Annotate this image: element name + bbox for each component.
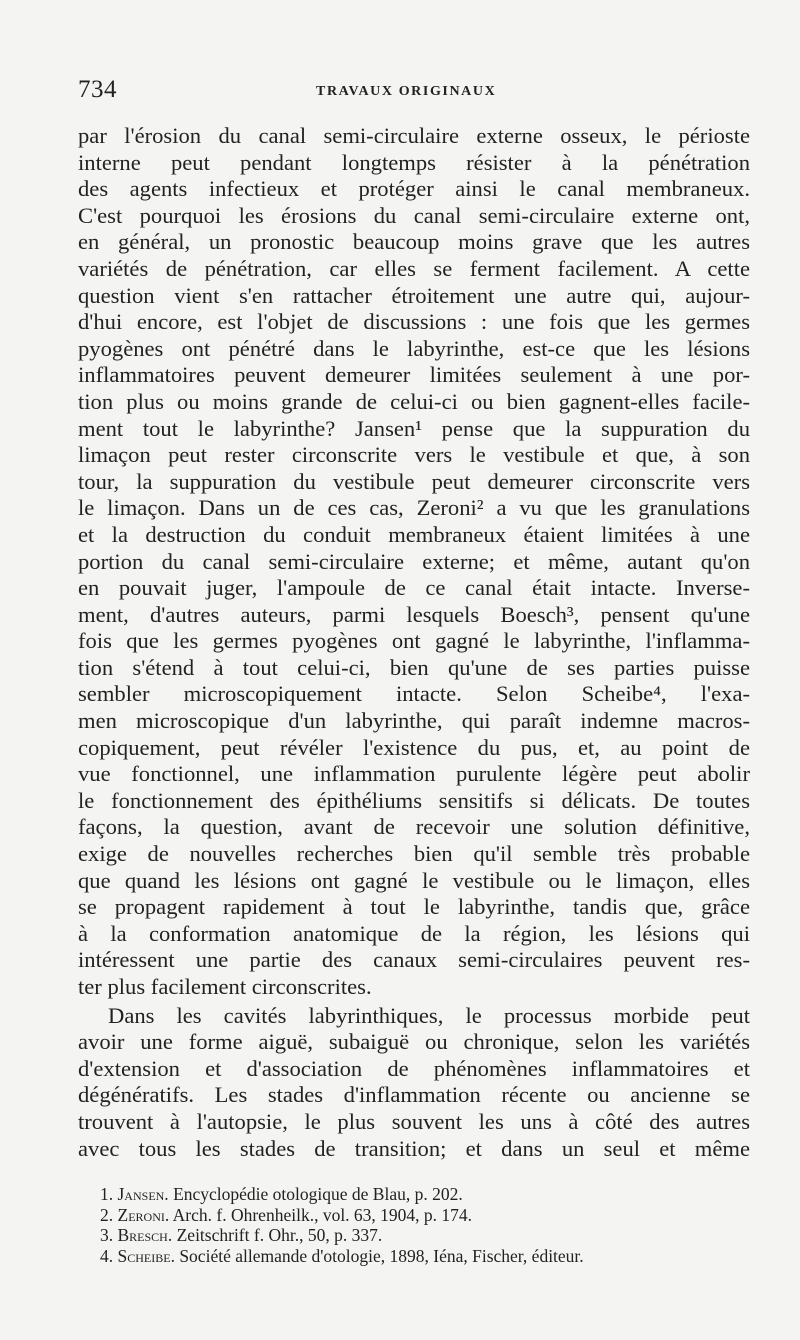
- footnote-text: Encyclopédie otologique de Blau, p. 202.: [173, 1184, 463, 1204]
- text-line: ment, d'autres auteurs, parmi lesquels Boesch³, pensent qu'une: [78, 601, 750, 627]
- footnote: [100, 1205, 780, 1226]
- footnote-author: Bresch.: [117, 1225, 173, 1245]
- text-line: limaçon peut rester circonscrite vers le vestibule et que, à son: [78, 442, 750, 468]
- text-line: d'hui encore, est l'objet de discussions : une fois que les germes: [78, 309, 750, 335]
- text-line: variétés de pénétration, car elles se ferment facilement. A cette: [78, 255, 750, 281]
- page-number: 734: [78, 76, 117, 103]
- text-line: dégénératifs. Les stades d'inflammation récente ou ancienne se: [78, 1082, 750, 1108]
- text-line: que quand les lésions ont gagné le vestibule ou le limaçon, elles: [78, 867, 750, 893]
- footnote-text: Société allemande d'otologie, 1898, Iéna, Fischer, éditeur.: [179, 1245, 584, 1266]
- footnote-number: 2.: [100, 1204, 114, 1225]
- text-line: ment tout le labyrinthe? Jansen¹ pense que la suppuration du: [78, 415, 750, 441]
- page-header: [78, 76, 768, 106]
- text-line: question vient s'en rattacher étroitement une autre qui, aujour-: [78, 282, 750, 308]
- text-line: tion plus ou moins grande de celui-ci ou bien gagnent-elles facile-: [78, 388, 750, 414]
- text-line: sembler microscopiquement intacte. Selon Scheibe⁴, l'exa-: [78, 681, 750, 707]
- text-line: se propagent rapidement à tout le labyrinthe, tandis que, grâce: [78, 894, 750, 920]
- footnote-author: Scheibe.: [117, 1245, 175, 1266]
- footnotes: [100, 1184, 780, 1266]
- text-line: Dans les cavités labyrinthiques, le processus morbide peut: [108, 1002, 750, 1028]
- text-line: avec tous les stades de transition; et dans un seul et même: [78, 1135, 750, 1161]
- footnote-author: Zeroni.: [117, 1204, 170, 1225]
- footnote: [100, 1184, 780, 1205]
- paragraph-1: [78, 123, 750, 1001]
- text-line: men microscopique d'un labyrinthe, qui paraît indemne macros-: [78, 708, 750, 734]
- text-line: façons, la question, avant de recevoir une solution définitive,: [78, 814, 750, 840]
- text-line: intéressent une partie des canaux semi-circulaires peuvent res-: [78, 947, 750, 973]
- text-line: par l'érosion du canal semi-circulaire externe osseux, le périoste: [78, 123, 750, 148]
- footnote-text: Arch. f. Ohrenheilk., vol. 63, 1904, p. 174.: [172, 1204, 473, 1225]
- text-line: vue fonctionnel, une inflammation purulente légère peut abolir: [78, 761, 750, 787]
- footnote-text: Zeitschrift f. Ohr., 50, p. 337.: [176, 1225, 383, 1245]
- footnote-number: 3.: [100, 1225, 114, 1245]
- text-line: en général, un pronostic beaucoup moins grave que les autres: [78, 229, 750, 255]
- footnote: [100, 1225, 780, 1246]
- text-line: à la conformation anatomique de la région, les lésions qui: [78, 920, 750, 946]
- text-line: interne peut pendant longtemps résister à la pénétration: [78, 149, 750, 175]
- footnote-author: Jansen.: [117, 1184, 169, 1204]
- text-line: pyogènes ont pénétré dans le labyrinthe, est-ce que les lésions: [78, 335, 750, 361]
- footnote: [100, 1246, 780, 1267]
- text-line: le limaçon. Dans un de ces cas, Zeroni² a vu que les granulations: [78, 495, 750, 521]
- text-line: et la destruction du conduit membraneux étaient limitées à une: [78, 521, 750, 547]
- text-line: copiquement, peut révéler l'existence du pus, et, au point de: [78, 734, 750, 760]
- text-line: portion du canal semi-circulaire externe; et même, autant qu'on: [78, 548, 750, 574]
- text-line: trouvent à l'autopsie, le plus souvent les uns à côté des autres: [78, 1108, 750, 1134]
- text-line: d'extension et d'association de phénomènes inflammatoires et: [78, 1055, 750, 1081]
- text-line: inflammatoires peuvent demeurer limitées seulement à une por-: [78, 362, 750, 388]
- text-line: exige de nouvelles recherches bien qu'il semble très probable: [78, 841, 750, 867]
- footnote-number: 1.: [100, 1184, 114, 1204]
- text-line: en pouvait juger, l'ampoule de ce canal était intacte. Inverse-: [78, 575, 750, 601]
- text-line: fois que les germes pyogènes ont gagné le labyrinthe, l'inflamma-: [78, 628, 750, 654]
- text-line: des agents infectieux et protéger ainsi le canal membraneux.: [78, 176, 750, 202]
- text-line: le fonctionnement des épithéliums sensitifs si délicats. De toutes: [78, 787, 750, 813]
- text-line: tour, la suppuration du vestibule peut demeurer circonscrite vers: [78, 468, 750, 494]
- running-head: TRAVAUX ORIGINAUX: [316, 84, 497, 99]
- text-line: tion s'étend à tout celui-ci, bien qu'une de ses parties puisse: [78, 654, 750, 680]
- text-line: avoir une forme aiguë, subaiguë ou chronique, selon les variétés: [78, 1029, 750, 1055]
- body-text: [78, 123, 750, 1162]
- text-line: C'est pourquoi les érosions du canal semi-circulaire externe ont,: [78, 202, 750, 228]
- text-line: ter plus facilement circonscrites.: [78, 974, 372, 999]
- paragraph-2: [78, 1003, 750, 1163]
- footnote-number: 4.: [100, 1245, 114, 1266]
